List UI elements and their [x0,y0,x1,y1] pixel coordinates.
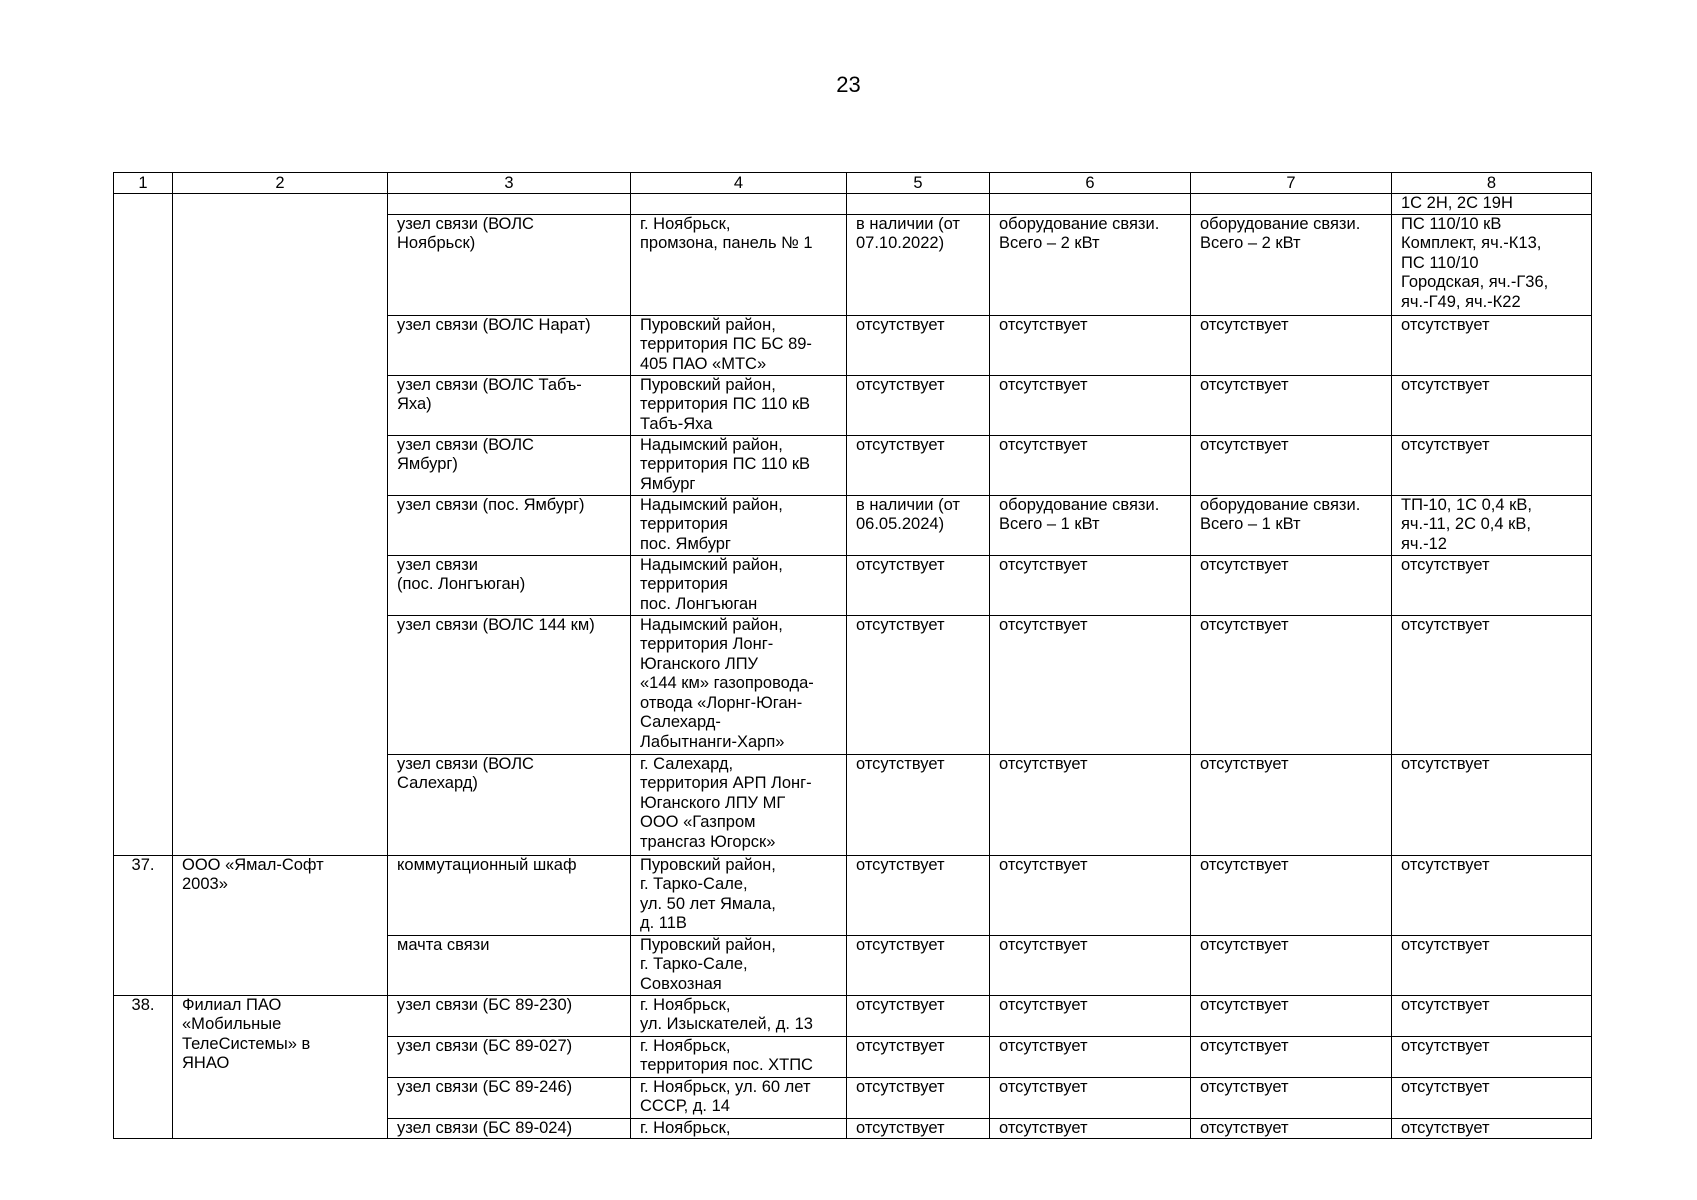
cell-text: коммутационный шкаф [397,855,577,874]
cell-address [631,435,847,495]
cell-object [388,435,631,495]
cell-text: узел связи (БС 89-027) [397,1036,573,1055]
cell-object [388,315,631,375]
cell-col5 [847,214,990,315]
cell-text: г. Ноябрьск, территория пос. ХТПС [640,1036,813,1074]
cell-object [388,1118,631,1139]
cell-number [114,855,173,995]
cell-text: Пуровский район, г. Тарко-Сале, ул. 50 лет Ямала, д. 11В [640,855,776,932]
table-row [114,194,1592,215]
cell-text: отсутствует [856,1036,945,1055]
cell-col6 [990,555,1191,615]
cell-col8 [1392,555,1592,615]
cell-text: отсутствует [1401,855,1490,874]
cell-text: отсутствует [1200,754,1289,773]
cell-col8 [1392,1077,1592,1118]
cell-text: узел связи (БС 89-230) [397,995,573,1014]
cell-text: в наличии (от 07.10.2022) [856,214,960,252]
cell-text: г. Ноябрьск, [640,1118,731,1137]
cell-col7 [1191,495,1392,555]
cell-col7 [1191,435,1392,495]
cell-col5 [847,855,990,935]
cell-object [388,495,631,555]
cell-text: оборудование связи. Всего – 2 кВт [1200,214,1361,252]
column-header: 1 [114,173,173,194]
cell-text: отсутствует [856,375,945,394]
cell-address [631,315,847,375]
cell-text: отсутствует [1401,1077,1490,1096]
cell-col7 [1191,1118,1392,1139]
cell-text: отсутствует [1200,615,1289,634]
cell-text: Надымский район, территория Лонг- Юганского ЛПУ «144 км» газопровода- отвода «Лорнг-Юган- Салехард- Лабытнанги-Харп» [640,615,814,751]
cell-col6 [990,194,1191,215]
cell-col6 [990,754,1191,855]
cell-text: 37. [131,855,155,874]
cell-object [388,375,631,435]
cell-col7 [1191,995,1392,1036]
cell-text: мачта связи [397,935,490,954]
page-number: 23 [836,72,861,97]
cell-address [631,1118,847,1139]
cell-address [631,214,847,315]
cell-address [631,855,847,935]
column-header: 6 [990,173,1191,194]
cell-col8 [1392,935,1592,995]
cell-text: отсутствует [856,855,945,874]
table-header-row [114,173,1592,194]
cell-col7 [1191,315,1392,375]
cell-col5 [847,615,990,754]
cell-col7 [1191,935,1392,995]
cell-col8 [1392,1036,1592,1077]
cell-col5 [847,194,990,215]
cell-text: отсутствует [1401,555,1490,574]
cell-col8 [1392,754,1592,855]
cell-text: узел связи (БС 89-246) [397,1077,573,1096]
cell-col7 [1191,615,1392,754]
cell-text: отсутствует [1200,1077,1289,1096]
cell-text: отсутствует [999,855,1088,874]
column-header: 3 [388,173,631,194]
cell-text: отсутствует [856,995,945,1014]
cell-col6 [990,1077,1191,1118]
cell-col6 [990,214,1191,315]
cell-organization [173,995,388,1139]
cell-address [631,1077,847,1118]
cell-address [631,754,847,855]
cell-col7 [1191,214,1392,315]
cell-text: отсутствует [999,615,1088,634]
cell-object [388,754,631,855]
cell-col6 [990,375,1191,435]
cell-object [388,214,631,315]
cell-col7 [1191,1036,1392,1077]
cell-object [388,855,631,935]
cell-text: отсутствует [999,1118,1088,1137]
cell-col5 [847,935,990,995]
cell-text: отсутствует [1200,375,1289,394]
column-header: 8 [1392,173,1592,194]
cell-col5 [847,1077,990,1118]
cell-text: оборудование связи. Всего – 1 кВт [1200,495,1361,533]
cell-text: отсутствует [1200,435,1289,454]
cell-col8 [1392,435,1592,495]
cell-text: отсутствует [1200,995,1289,1014]
cell-text: узел связи (пос. Ямбург) [397,495,585,514]
cell-organization [173,194,388,856]
cell-col6 [990,495,1191,555]
cell-text: г. Ноябрьск, промзона, панель № 1 [640,214,813,252]
cell-text: отсутствует [999,435,1088,454]
cell-text: отсутствует [1401,615,1490,634]
cell-col6 [990,995,1191,1036]
cell-text: отсутствует [999,555,1088,574]
cell-object [388,935,631,995]
cell-text: отсутствует [856,935,945,954]
cell-text: Филиал ПАО «Мобильные ТелеСистемы» в ЯНАО [182,995,311,1072]
cell-address [631,375,847,435]
cell-text: г. Ноябрьск, ул. Изыскателей, д. 13 [640,995,813,1033]
cell-text: отсутствует [856,1118,945,1137]
cell-text: отсутствует [856,615,945,634]
cell-text: отсутствует [1401,754,1490,773]
cell-text: оборудование связи. Всего – 1 кВт [999,495,1160,533]
cell-text: г. Салехард, территория АРП Лонг- Юганского ЛПУ МГ ООО «Газпром трансгаз Югорск» [640,754,812,851]
cell-text: отсутствует [856,435,945,454]
cell-col5 [847,495,990,555]
cell-text: отсутствует [1200,855,1289,874]
cell-text: отсутствует [856,1077,945,1096]
cell-col5 [847,754,990,855]
cell-col6 [990,615,1191,754]
cell-text: отсутствует [856,754,945,773]
cell-text: отсутствует [1401,1118,1490,1137]
cell-col8 [1392,995,1592,1036]
cell-object [388,995,631,1036]
cell-text: Пуровский район, г. Тарко-Сале, Совхозная [640,935,776,993]
cell-text: отсутствует [1401,435,1490,454]
cell-text: ООО «Ямал-Софт 2003» [182,855,324,893]
cell-col6 [990,935,1191,995]
cell-address [631,935,847,995]
cell-address [631,995,847,1036]
cell-text: отсутствует [1200,315,1289,334]
cell-text: отсутствует [1200,555,1289,574]
cell-text: узел связи (ВОЛС Салехард) [397,754,534,792]
cell-col8 [1392,315,1592,375]
cell-col5 [847,1036,990,1077]
cell-object [388,1036,631,1077]
cell-text: отсутствует [1401,1036,1490,1055]
cell-col5 [847,375,990,435]
cell-number [114,995,173,1139]
cell-address [631,615,847,754]
cell-col7 [1191,1077,1392,1118]
cell-col7 [1191,754,1392,855]
cell-text: отсутствует [999,315,1088,334]
cell-col8 [1392,1118,1592,1139]
table-row [114,995,1592,1036]
cell-col8 [1392,495,1592,555]
cell-object [388,555,631,615]
cell-text: ТП-10, 1С 0,4 кВ, яч.-11, 2С 0,4 кВ, яч.-12 [1401,495,1532,553]
cell-text: отсутствует [999,1036,1088,1055]
cell-col6 [990,315,1191,375]
cell-text: отсутствует [1401,315,1490,334]
cell-col8 [1392,214,1592,315]
cell-text: Пуровский район, территория ПС БС 89- 405 ПАО «МТС» [640,315,812,373]
cell-text: отсутствует [999,375,1088,394]
cell-object [388,615,631,754]
cell-text: в наличии (от 06.05.2024) [856,495,960,533]
cell-text: Надымский район, территория пос. Ямбург [640,495,783,553]
cell-col8 [1392,375,1592,435]
cell-text: отсутствует [999,754,1088,773]
data-table [113,172,1592,1139]
cell-text: отсутствует [999,935,1088,954]
cell-text: 1С 2Н, 2С 19Н [1401,194,1513,212]
cell-col8 [1392,855,1592,935]
cell-text: ПС 110/10 кВ Комплект, яч.-К13, ПС 110/10 Городская, яч.-Г36, яч.-Г49, яч.-К22 [1401,214,1549,311]
cell-text: узел связи (ВОЛС Нарат) [397,315,591,334]
cell-object [388,1077,631,1118]
cell-organization [173,855,388,995]
cell-col7 [1191,555,1392,615]
cell-text: Надымский район, территория ПС 110 кВ Ямбург [640,435,811,493]
cell-text: узел связи (ВОЛС Табъ- Яха) [397,375,582,413]
cell-text: отсутствует [999,995,1088,1014]
cell-col8 [1392,615,1592,754]
cell-col8 [1392,194,1592,215]
cell-col6 [990,1118,1191,1139]
cell-text: отсутствует [1200,1036,1289,1055]
cell-text: узел связи (ВОЛС Ямбург) [397,435,534,473]
cell-col6 [990,855,1191,935]
cell-text: отсутствует [1401,375,1490,394]
column-header: 4 [631,173,847,194]
cell-object [388,194,631,215]
cell-text: узел связи (БС 89-024) [397,1118,573,1137]
cell-col6 [990,1036,1191,1077]
cell-text: отсутствует [1200,1118,1289,1137]
cell-col5 [847,315,990,375]
cell-col5 [847,1118,990,1139]
cell-address [631,194,847,215]
cell-text: оборудование связи. Всего – 2 кВт [999,214,1160,252]
cell-number [114,194,173,856]
cell-text: Надымский район, территория пос. Лонгъюган [640,555,783,613]
cell-text: отсутствует [856,315,945,334]
cell-col5 [847,995,990,1036]
cell-text: 38. [131,995,155,1014]
cell-text: узел связи (ВОЛС Ноябрьск) [397,214,534,252]
column-header: 7 [1191,173,1392,194]
cell-text: отсутствует [999,1077,1088,1096]
cell-text: отсутствует [856,555,945,574]
column-header: 5 [847,173,990,194]
column-header: 2 [173,173,388,194]
cell-col7 [1191,855,1392,935]
cell-col5 [847,435,990,495]
cell-text: г. Ноябрьск, ул. 60 лет СССР, д. 14 [640,1077,811,1115]
cell-text: узел связи (пос. Лонгъюган) [397,555,526,593]
cell-text: узел связи (ВОЛС 144 км) [397,615,595,634]
cell-address [631,1036,847,1077]
cell-col7 [1191,194,1392,215]
cell-address [631,495,847,555]
cell-text: отсутствует [1401,935,1490,954]
cell-col5 [847,555,990,615]
cell-text: отсутствует [1401,995,1490,1014]
cell-text: Пуровский район, территория ПС 110 кВ Табъ-Яха [640,375,811,433]
cell-text: отсутствует [1200,935,1289,954]
cell-address [631,555,847,615]
cell-col7 [1191,375,1392,435]
table-row [114,855,1592,935]
cell-col6 [990,435,1191,495]
